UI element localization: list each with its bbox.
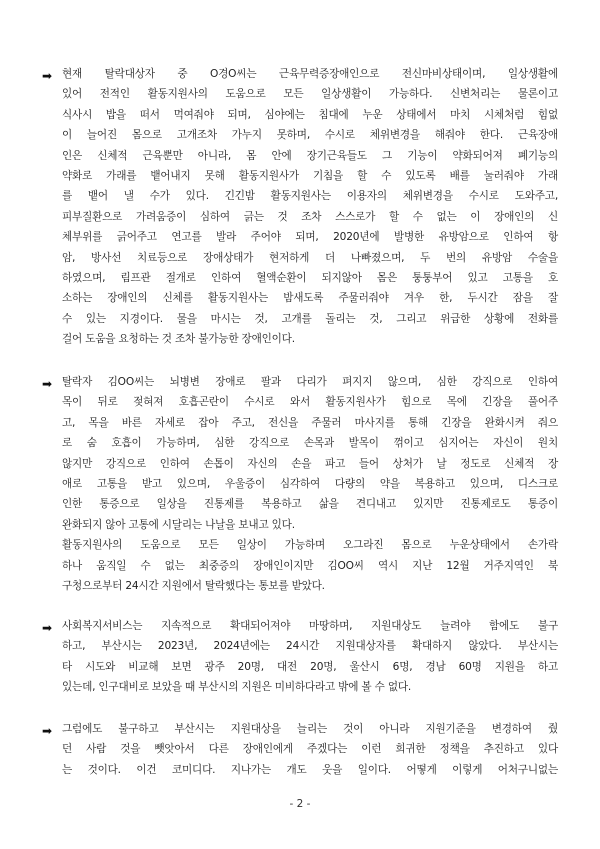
paragraph-line: 목이 뒤로 젖혀져 호흡곤란이 수시로 와서 활동지원사가 힘으로 목에 긴장을 풀어주 [62, 396, 558, 409]
arrow-bullet-icon: ➡ [42, 724, 53, 738]
paragraph-line: 인한 통증으로 일상을 진통제를 복용하고 삶을 견디내고 있지만 진통제로도 통증이 [62, 498, 558, 511]
paragraph-line: 타 시도와 비교해 보면 광주 20명, 대전 20명, 울산시 6명, 경남 60명 지원을 하고 [62, 660, 558, 673]
paragraph-1 [62, 64, 558, 350]
paragraph-line: 애로 고통을 받고 있으며, 우울증이 심각하여 다량의 약을 복용하고 있으며, 디스크로 [62, 478, 558, 491]
paragraph-line: 식사시 밥을 떠서 먹여줘야 되며, 심야에는 침대에 누운 상태에서 마치 시체처럼 힘없 [62, 108, 558, 121]
paragraph-line: 탈락자 김OO씨는 뇌병변 장애로 팔과 다리가 펴지지 않으며, 심한 강직으로 인하여 [62, 376, 558, 388]
arrow-bullet-icon: ➡ [42, 621, 53, 635]
paragraph-line: 소하는 장애인의 신체를 활동지원사는 밤새도록 주물러줘야 겨우 한, 두시간 잠을 잘 [62, 292, 558, 305]
paragraph-line: 는 것이다. 이건 코미디다. 지나가는 개도 웃을 일이다. 어떻게 이렇게 어처구니없는 [62, 763, 558, 776]
paragraph-line: 암, 방사선 치료등으로 장애상태가 현저하게 더 나빠졌으며, 두 번의 유방암 수술을 [62, 251, 558, 264]
paragraph-2 [62, 372, 558, 596]
paragraph-3 [62, 616, 558, 698]
paragraph-4 [62, 719, 558, 780]
paragraph-line: 이 늘어진 몸으로 고개조차 가누지 못하며, 수시로 체위변경을 해줘야 한다. 근육장애 [62, 129, 558, 142]
paragraph-line: 던 사람 것을 뺏앗아서 다른 장애인에게 주겠다는 이런 희귀한 정책을 추진하고 있다 [62, 743, 558, 756]
paragraph-line: 를 뱉어 낼 수가 있다. 긴긴밤 활동지원사는 이용자의 체위변경을 수시로 도와주고, [62, 190, 558, 203]
paragraph-line: 인은 신체적 근육뿐만 아니라, 몸 안에 장기근육들도 그 기능이 약화되어져 폐기능의 [62, 149, 558, 162]
paragraph-line: 완화되지 않아 고통에 시달리는 나날을 보내고 있다. [62, 518, 295, 531]
paragraph-line: 수 있는 지경이다. 물을 마시는 것, 고개를 돌리는 것, 그리고 위급한 상황에 전화를 [62, 312, 558, 325]
paragraph-line: 약화로 가래를 뱉어내지 못해 활동지원사가 기침을 할 수 있도록 배를 눌러줘야 가래 [62, 170, 558, 183]
arrow-bullet-icon: ➡ [42, 69, 53, 83]
paragraph-line: 구청으로부터 24시간 지원에서 탈락했다는 통보를 받았다. [62, 580, 325, 593]
paragraph-line: 로 숨 호흡이 가능하며, 심한 강직으로 손목과 발목이 꺾이고 심지어는 자신이 원치 [62, 437, 558, 450]
paragraph-line: 사회복지서비스는 지속적으로 확대되어져야 마땅하며, 지원대상도 늘려야 함에도 불구 [62, 620, 558, 632]
paragraph-line: 활동지원사의 도움으로 모든 일상이 가능하며 오그라진 몸으로 누운상태에서 손가락 [62, 539, 558, 552]
paragraph-line: 그럼에도 불구하고 부산시는 지원대상을 늘리는 것이 아니라 지원기준을 변경하여 줬 [62, 723, 558, 735]
paragraph-line: 고, 목을 바른 자세로 잡아 주고, 전신을 주물러 마사지를 통해 긴장을 완화시켜 줘으 [62, 416, 558, 429]
paragraph-line: 피부질환으로 가려움증이 심하여 긁는 것 조차 스스로가 할 수 없는 이 장애인의 신 [62, 210, 558, 223]
paragraph-line: 하나 움직일 수 없는 최중증의 장애인이지만 김OO씨 역시 지난 12월 거주지역인 북 [62, 559, 558, 572]
arrow-bullet-icon: ➡ [42, 377, 53, 391]
paragraph-line: 있는데, 인구대비로 보았을 때 부산시의 지원은 미비하다라고 밖에 볼 수 없다. [62, 681, 412, 694]
paragraph-line: 현재 탈락대상자 중 O경O씨는 근육무력증장애인으로 전신마비상태이며, 일상생활에 [62, 68, 558, 80]
paragraph-line: 있어 전적인 활동지원사의 도움으로 모든 일상생활이 가능하다. 신변처리는 물론이고 [62, 88, 558, 101]
paragraph-line: 체부위를 긁어주고 연고를 발라 주어야 되며, 2020년에 발병한 유방암으로 인하여 항 [62, 231, 558, 244]
paragraph-line: 하고, 부산시는 2023년, 2024년에는 24시간 지원대상자를 확대하지 않았다. 부산시는 [62, 640, 558, 653]
paragraph-line: 않지만 강직으로 인하여 손톱이 자신의 손을 파고 들어 상처가 날 정도로 신체적 장 [62, 457, 558, 470]
paragraph-line: 하였으며, 림프관 절개로 인하여 혈액순환이 되지않아 몸은 퉁퉁부어 있고 고통을 호 [62, 272, 558, 285]
page-number: - 2 - [289, 798, 311, 810]
paragraph-line: 걸어 도움을 요청하는 것 조차 불가능한 장애인이다. [62, 333, 295, 346]
